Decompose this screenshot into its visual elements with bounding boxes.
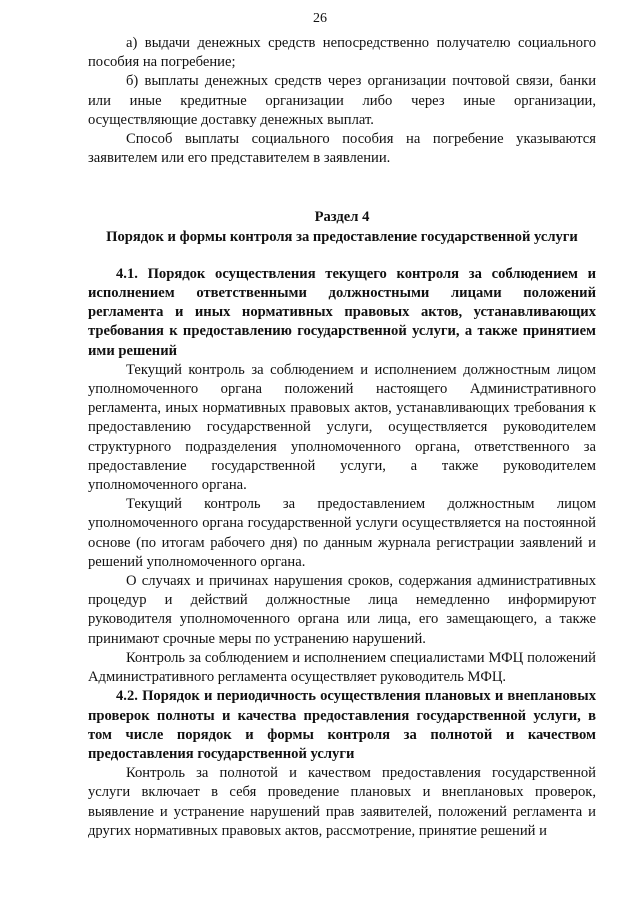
paragraph-payment-method: Способ выплаты социального пособия на погребение указываются заявителем или его представителем в заявлении. (88, 131, 596, 167)
page-number: 26 (313, 11, 327, 26)
section-subtitle: Порядок и формы контроля за предоставление государственной услуги (106, 228, 578, 245)
paragraph-4-1-current-control: Текущий контроль за соблюдением и исполнением должностным лицом уполномоченного органа положений настоящего Административного регламента, иных нормативных правовых актов, устанавливающих требования к предоставлению государственной услуги, осуществляется руководителем структурного подразделения уполномоченного органа, ответственного за предоставление государственной услуги, а также руководителем уполномоченного органа. (88, 361, 596, 494)
subsection-4-2-heading: 4.2. Порядок и периодичность осуществления плановых и внеплановых проверок полноты и качества предоставления государственной услуги, в том числе порядок и формы контроля за полнотой и качеством предоставления государственной услуги (88, 688, 596, 762)
document-body (88, 34, 596, 841)
paragraph-4-1-mfc-control: Контроль за соблюдением и исполнением специалистами МФЦ положений Административного регламента осуществляет руководитель МФЦ. (88, 649, 596, 686)
subsection-4-1-heading: 4.1. Порядок осуществления текущего контроля за соблюдением и исполнением ответственными должностными лицами положений регламента и иных нормативных правовых актов, устанавливающих требования к предоставлению государственной услуги, а также принятием ими решений (88, 265, 596, 359)
paragraph-4-1-permanent-basis: Текущий контроль за предоставлением должностным лицом уполномоченного органа государственной услуги осуществляется на постоянной основе (по итогам рабочего дня) по данным журнала регистрации заявлений и решений уполномоченного органа. (88, 496, 596, 570)
paragraph-item-a: а) выдачи денежных средств непосредственно получателю социального пособия на погребение; (88, 35, 596, 71)
section-title: Раздел 4 (314, 209, 370, 226)
paragraph-4-2-quality-control: Контроль за полнотой и качеством предоставления государственной услуги включает в себя проведение плановых и внеплановых проверок, выявление и устранение нарушений прав заявителей, положений регламента и других нормативных правовых актов, рассмотрение, принятие решений и (88, 765, 596, 839)
paragraph-4-1-violations: О случаях и причинах нарушения сроков, содержания административных процедур и действий должностные лица немедленно информируют руководителя уполномоченного органа или лица, его замещающего, а также принимают срочные меры по устранению нарушений. (88, 573, 596, 647)
paragraph-item-b: б) выплаты денежных средств через организации почтовой связи, банки или иные кредитные организации либо через иные организации, осуществляющие доставку денежных выплат. (88, 73, 596, 128)
